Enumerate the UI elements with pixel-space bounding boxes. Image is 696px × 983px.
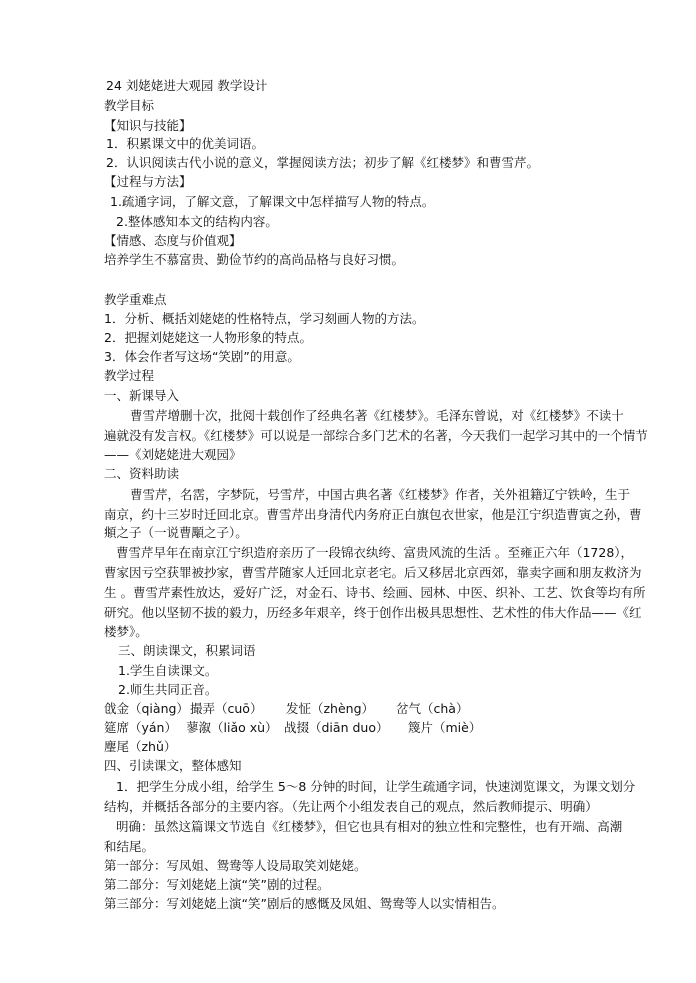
vocab-item: 麈尾（zhǔ） (104, 739, 177, 754)
vocab-item: 撮弄（cuō） (190, 701, 263, 716)
emotion-item-1: 培养学生不慕富贵、勤俭节约的高尚品格与良好习惯。 (104, 252, 405, 267)
process-heading: 【过程与方法】 (104, 174, 192, 189)
keypoint-3: 3．体会作者写这场“笑剧”的用意。 (104, 349, 300, 364)
emotion-heading: 【情感、态度与价值观】 (104, 233, 242, 248)
keypoint-2: 2．把握刘姥姥这一人物形象的特点。 (104, 330, 312, 345)
step2-para-line-6: 生 。曹雪芹素性放达，爱好广泛，对金石、诗书、绘画、园林、中医、织补、工艺、饮食等均有所 (104, 585, 646, 600)
vocab-item: 战掇（diān duo） (284, 720, 389, 735)
vocab-item: 发怔（zhèng） (286, 701, 375, 716)
part-3: 第三部分：写刘姥姥上演“笑”剧后的感慨及凤姐、鸳鸯等人以实情相告。 (104, 896, 505, 911)
vocab-item: 戗金（qiàng） (104, 701, 189, 716)
part-2: 第二部分：写刘姥姥上演“笑”剧的过程。 (104, 877, 330, 892)
step4-para-line-2: 结构，并概括各部分的主要内容。（先让两个小组发表自己的观点，然后教师提示、明确） (104, 799, 598, 814)
step2-para-line-2: 南京，约十三岁时迁回北京。曹雪芹出身清代内务府正白旗包衣世家，他是江宁织造曹寅之孙，曹 (104, 507, 642, 522)
vocab-item: 蓼溆（liǎo xù） (186, 720, 278, 735)
vocab-item: 筵席（yán） (104, 720, 177, 735)
step2-para-line-4: 曹雪芹早年在南京江宁织造府亲历了一段锦衣纨绔、富贵风流的生活 。至雍正六年（1728）， (116, 545, 634, 560)
vocab-item: 岔气（chà） (396, 701, 469, 716)
knowledge-heading: 【知识与技能】 (104, 118, 192, 133)
keypoints-heading: 教学重难点 (104, 292, 167, 307)
process-main-heading: 教学过程 (104, 368, 155, 383)
step1-para-line-3: ——《刘姥姥进大观园》 (104, 447, 242, 462)
step1-para-line-1: 曹雪芹增删十次，批阅十载创作了经典名著《红楼梦》。毛泽东曾说，对《红楼梦》不读十 (130, 408, 624, 423)
document-title: 24 刘姥姥进大观园 教学设计 (106, 78, 268, 93)
part-1: 第一部分：写凤姐、鸳鸯等人设局取笑刘姥姥。 (104, 858, 367, 873)
step4-heading: 四、引读课文，整体感知 (104, 758, 242, 773)
goals-heading: 教学目标 (104, 98, 155, 113)
step1-heading: 一、新课导入 (104, 388, 180, 403)
step4-para-line-1: 1．把学生分成小组，给学生 5～8 分钟的时间，让学生疏通字词，快速浏览课文，为课文划分 (116, 779, 636, 794)
process-item-1: 1.疏通字词，了解文意，了解课文中怎样描写人物的特点。 (110, 194, 435, 209)
step2-para-line-5: 曹家因亏空获罪被抄家，曹雪芹随家人迁回北京老宅。后又移居北京西郊，靠卖字画和朋友救济为 (104, 565, 642, 580)
step3-heading: 三、朗读课文，积累词语 (118, 643, 256, 658)
step2-para-line-7: 研究。他以坚韧不拔的毅力，历经多年艰辛，终于创作出极具思想性、艺术性的伟大作品——《红 (104, 605, 642, 620)
step3-item-2: 2.师生共同正音。 (118, 682, 218, 697)
knowledge-item-1: 1．积累课文中的优美词语。 (106, 136, 264, 151)
vocab-item: 篾片（miè） (408, 720, 482, 735)
step3-item-1: 1.学生自读课文。 (118, 663, 218, 678)
step2-heading: 二、资料助读 (104, 466, 180, 481)
process-item-2: 2.整体感知本文的结构内容。 (116, 214, 278, 229)
step4-para-line-4: 和结尾。 (104, 839, 155, 854)
step2-para-line-8: 楼梦》。 (104, 624, 148, 639)
step4-para-line-3: 明确：虽然这篇课文节选自《红楼梦》，但它也具有相对的独立性和完整性，也有开端、高潮 (116, 819, 623, 834)
knowledge-item-2: 2．认识阅读古代小说的意义，掌握阅读方法；初步了解《红楼梦》和曹雪芹。 (106, 155, 539, 170)
step1-para-line-2: 遍就没有发言权。《红楼梦》可以说是一部综合多门艺术的名著，今天我们一起学习其中的一个情节 (104, 428, 648, 443)
step2-para-line-3: 頫之子（一说曹顒之子）。 (104, 525, 248, 540)
keypoint-1: 1．分析、概括刘姥姥的性格特点，学习刻画人物的方法。 (104, 311, 425, 326)
step2-para-line-1: 曹雪芹，名霑，字梦阮，号雪芹，中国古典名著《红楼梦》作者，关外祖籍辽宁铁岭，生于 (130, 487, 631, 502)
